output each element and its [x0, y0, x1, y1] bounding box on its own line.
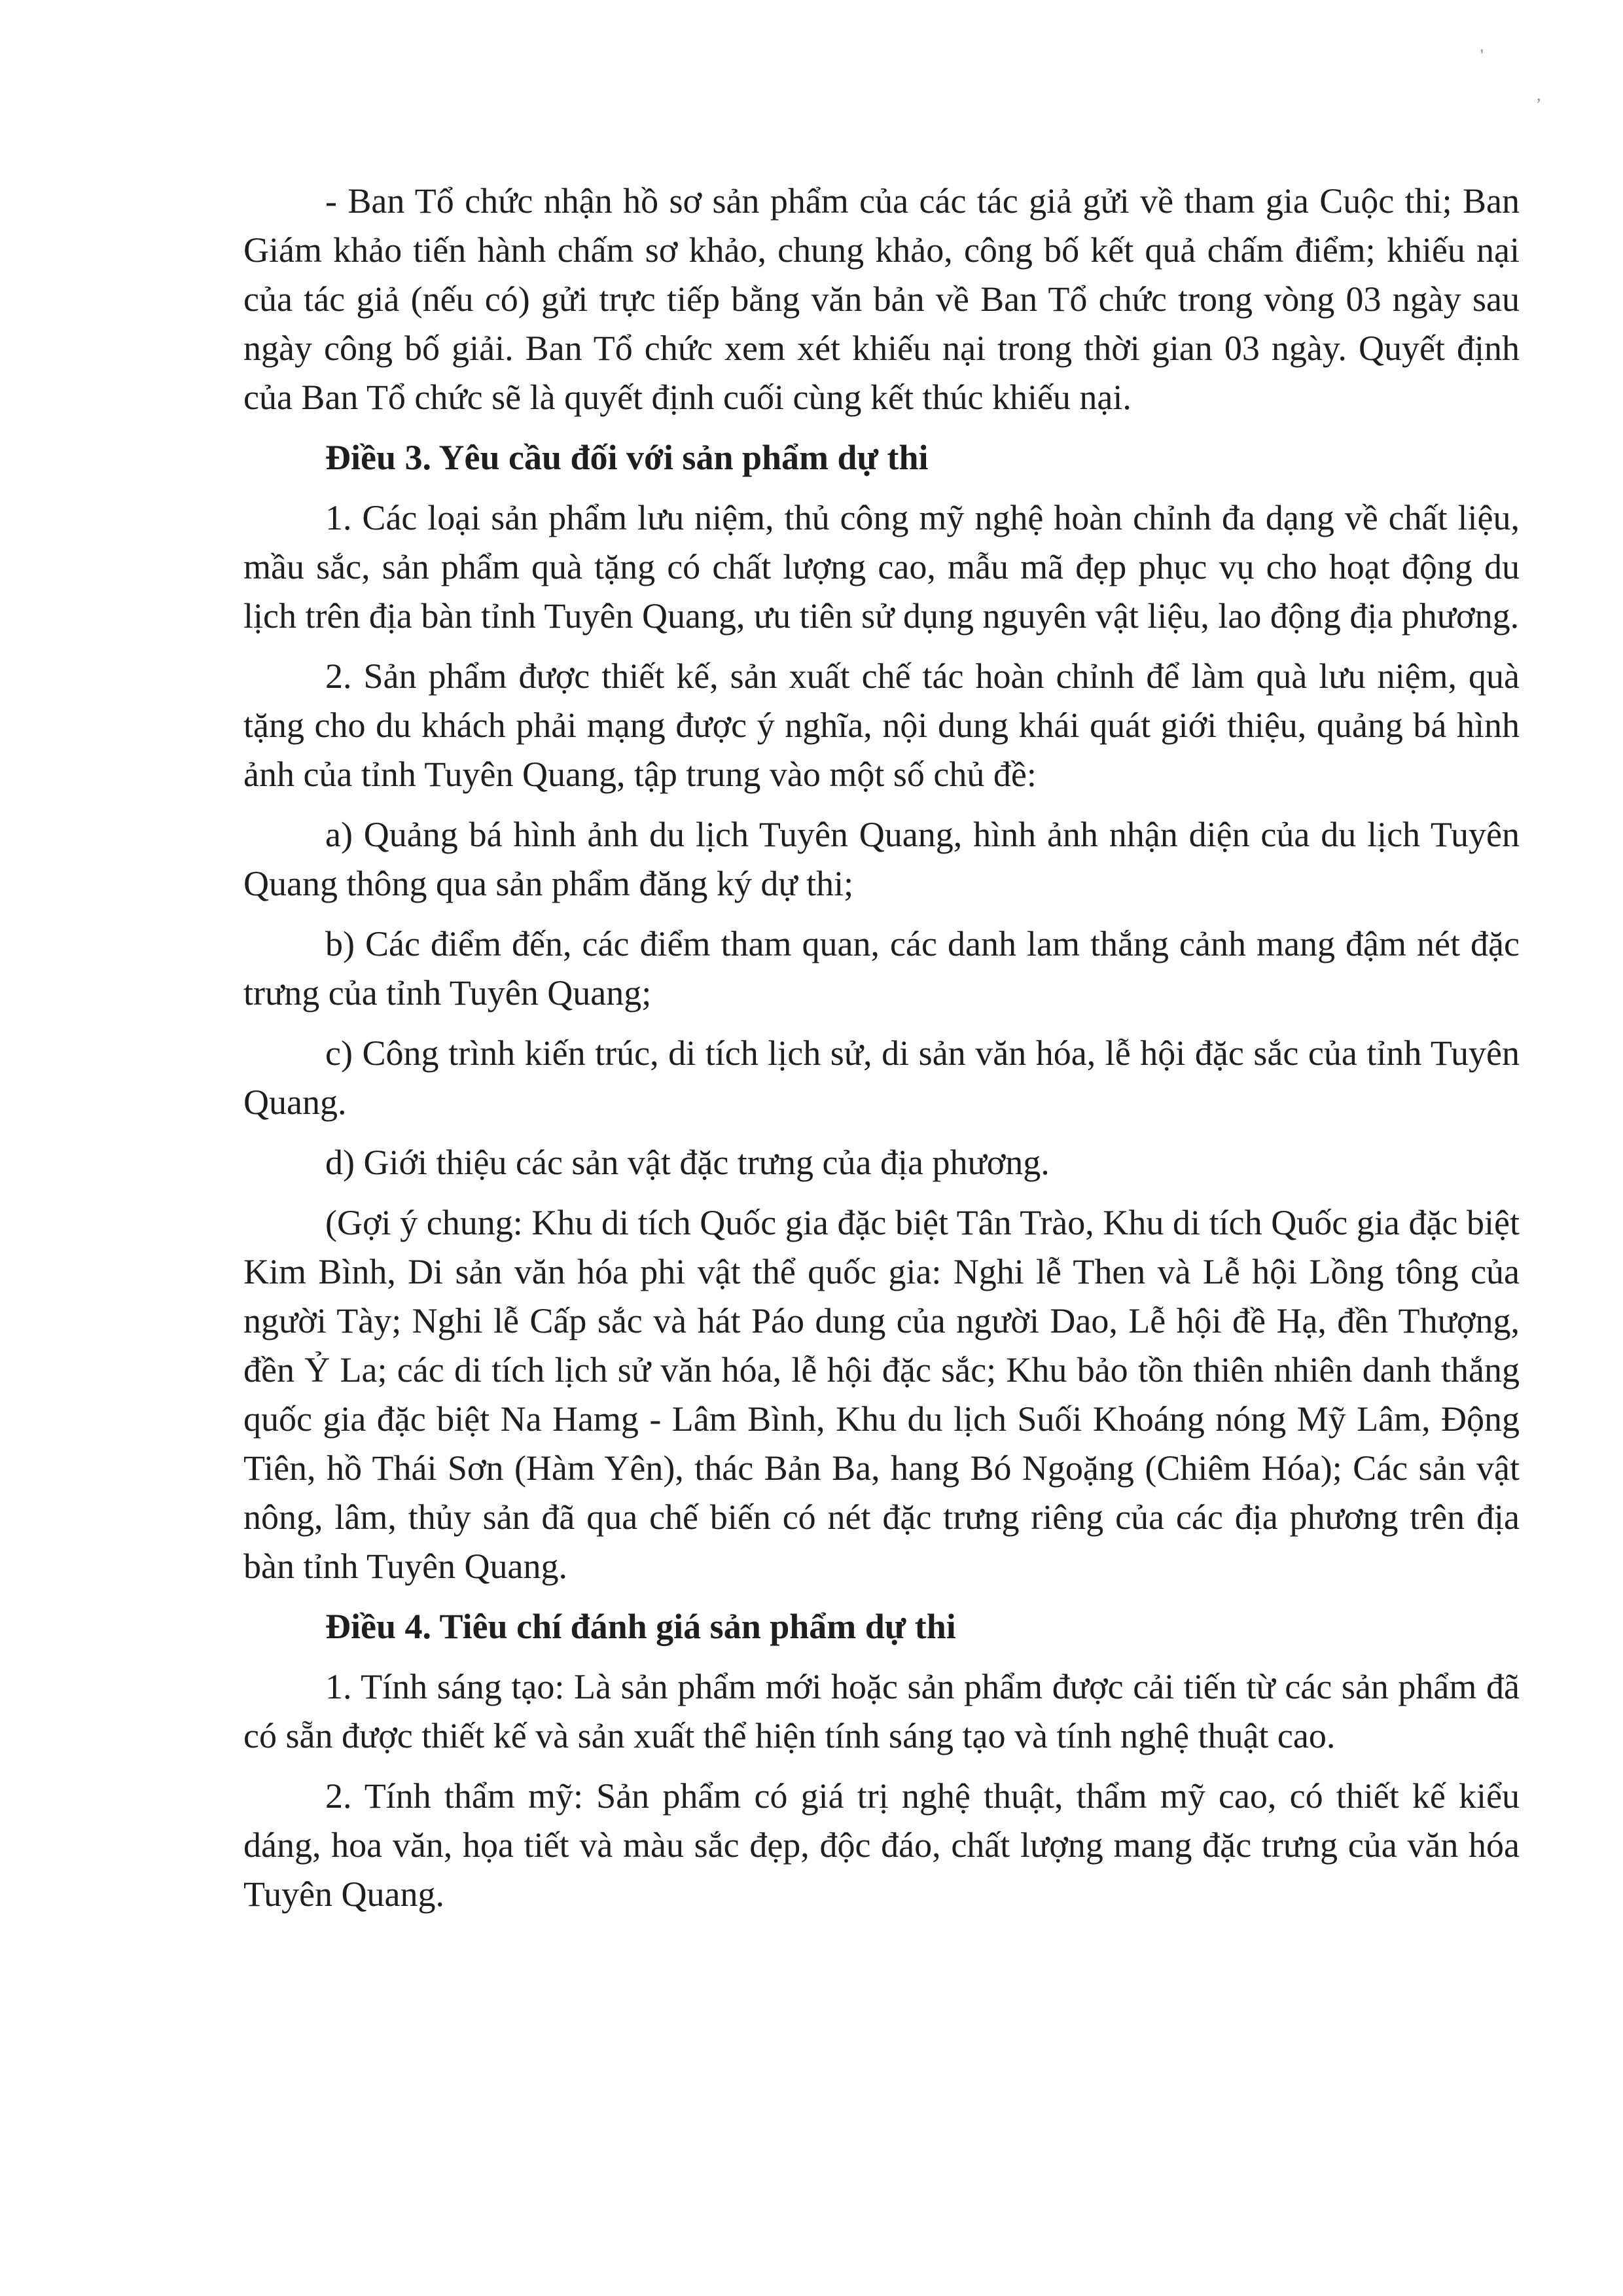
article-3-label: Điều 3. — [325, 438, 431, 477]
article-4-label: Điều 4. — [325, 1607, 431, 1646]
article-4-item-2: 2. Tính thẩm mỹ: Sản phẩm có giá trị nghệ thuật, thẩm mỹ cao, có thiết kế kiểu dáng, hoa văn, họa tiết và màu sắc đẹp, độc đáo, chất lượng mang đặc trưng của văn hóa Tuyên Quang. — [243, 1776, 1520, 1914]
article-3-sub-a: a) Quảng bá hình ảnh du lịch Tuyên Quang, hình ảnh nhận diện của du lịch Tuyên Quang thông qua sản phẩm đăng ký dự thi; — [243, 815, 1520, 903]
article-3-title: Yêu cầu đối với sản phẩm dự thi — [438, 438, 929, 477]
article-3-sub-d: d) Giới thiệu các sản vật đặc trưng của địa phương. — [325, 1143, 1050, 1182]
article-4-item-1: 1. Tính sáng tạo: Là sản phẩm mới hoặc sản phẩm được cải tiến từ các sản phẩm đã có sẵn được thiết kế và sản xuất thể hiện tính sáng tạo và tính nghệ thuật cao. — [243, 1667, 1520, 1755]
article-3-item-2: 2. Sản phẩm được thiết kế, sản xuất chế tác hoàn chỉnh để làm quà lưu niệm, quà tặng cho du khách phải mạng được ý nghĩa, nội dung khái quát giới thiệu, quảng bá hình ảnh của tỉnh Tuyên Quang, tập trung vào một số chủ đề: — [243, 656, 1520, 794]
document-page — [243, 177, 1520, 1930]
article-4-heading — [243, 1602, 1520, 1651]
intro-paragraph: - Ban Tổ chức nhận hồ sơ sản phẩm của các tác giả gửi về tham gia Cuộc thi; Ban Giám khảo tiến hành chấm sơ khảo, chung khảo, công bố kết quả chấm điểm; khiếu nại của tác giả (nếu có) gửi trực tiếp bằng văn bản về Ban Tổ chức trong vòng 03 ngày sau ngày công bố giải. Ban Tổ chức xem xét khiếu nại trong thời gian 03 ngày. Quyết định của Ban Tổ chức sẽ là quyết định cuối cùng kết thúc khiếu nại. — [243, 181, 1520, 417]
article-3-sub-c: c) Công trình kiến trúc, di tích lịch sử, di sản văn hóa, lễ hội đặc sắc của tỉnh Tuyên Quang. — [243, 1033, 1520, 1122]
article-3-heading — [243, 433, 1520, 482]
article-3-item-1: 1. Các loại sản phẩm lưu niệm, thủ công mỹ nghệ hoàn chỉnh đa dạng về chất liệu, mầu sắc, sản phẩm quà tặng có chất lượng cao, mẫu mã đẹp phục vụ cho hoạt động du lịch trên địa bàn tỉnh Tuyên Quang, ưu tiên sử dụng nguyên vật liệu, lao động địa phương. — [243, 498, 1520, 636]
scan-mark-right: , — [1537, 85, 1541, 104]
scan-mark-top: ' — [1480, 46, 1484, 65]
article-4-title: Tiêu chí đánh giá sản phẩm dự thi — [439, 1607, 956, 1646]
article-3-suggestion: (Gợi ý chung: Khu di tích Quốc gia đặc biệt Tân Trào, Khu di tích Quốc gia đặc biệt Kim Bình, Di sản văn hóa phi vật thể quốc gia: Nghi lễ Then và Lễ hội Lồng tông của người Tày; Nghi lễ Cấp sắc và hát Páo dung của người Dao, Lễ hội đề Hạ, đền Thượng, đền Ỷ La; các di tích lịch sử văn hóa, lễ hội đặc sắc; Khu bảo tồn thiên nhiên danh thắng quốc gia đặc biệt Na Hamg - Lâm Bình, Khu du lịch Suối Khoáng nóng Mỹ Lâm, Động Tiên, hồ Thái Sơn (Hàm Yên), thác Bản Ba, hang Bó Ngoặng (Chiêm Hóa); Các sản vật nông, lâm, thủy sản đã qua chế biến có nét đặc trưng riêng của các địa phương trên địa bàn tỉnh Tuyên Quang. — [243, 1203, 1520, 1586]
article-3-sub-b: b) Các điểm đến, các điểm tham quan, các danh lam thắng cảnh mang đậm nét đặc trưng của tỉnh Tuyên Quang; — [243, 924, 1520, 1013]
